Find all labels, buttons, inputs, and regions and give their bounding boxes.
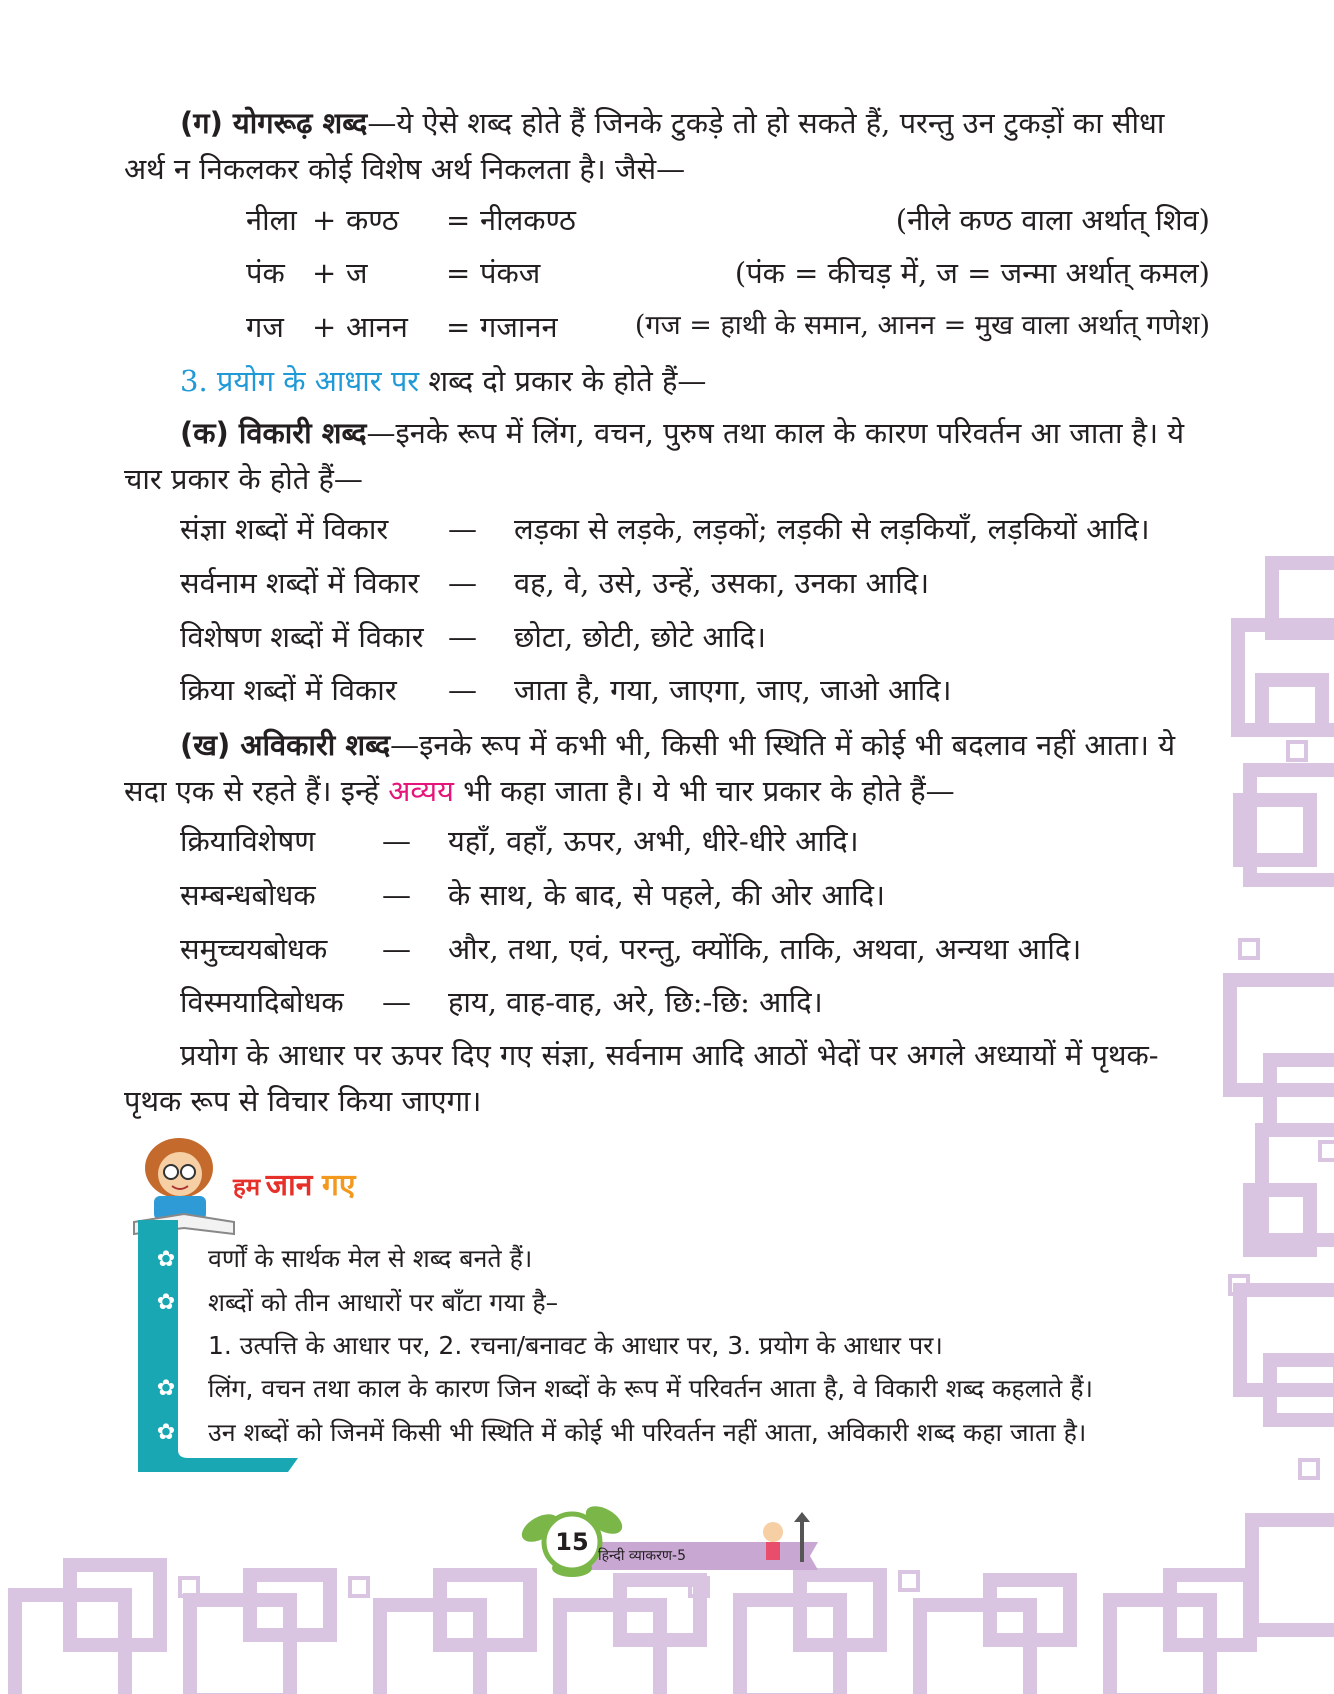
page-number: 15 bbox=[555, 1528, 589, 1556]
conclusion-paragraph bbox=[124, 1032, 1214, 1124]
prayog-line bbox=[180, 364, 706, 399]
list-item: लिंग, वचन तथा काल के कारण जिन शब्दों के रूप में परिवर्तन आता है, वे विकारी शब्द कहलाते हैं। bbox=[208, 1374, 1093, 1403]
list-item: शब्दों को तीन आधारों पर बाँटा गया है– bbox=[208, 1288, 559, 1317]
yogrudh-heading: (ग) योगरूढ़ शब्द bbox=[180, 106, 368, 140]
flower-bullet-icon: ✿ bbox=[156, 1247, 176, 1272]
flower-bullet-icon: ✿ bbox=[156, 1376, 176, 1401]
yogrudh-text-line2: अर्थ न निकलकर कोई विशेष अर्थ निकलता है। जैसे— bbox=[124, 152, 686, 186]
avikari-paragraph bbox=[124, 722, 1214, 814]
vikari-text-line1: —इनके रूप में लिंग, वचन, पुरुष तथा काल के कारण परिवर्तन आ जाता है। ये bbox=[366, 416, 1185, 450]
list-item: 1. उत्पत्ति के आधार पर, 2. रचना/बनावट के आधार पर, 3. प्रयोग के आधार पर। bbox=[208, 1331, 943, 1360]
yogrudh-paragraph bbox=[124, 100, 1214, 192]
conclusion-line1: प्रयोग के आधार पर ऊपर दिए गए संज्ञा, सर्वनाम आदि आठों भेदों पर अगले अध्यायों में पृथक- bbox=[180, 1038, 1159, 1072]
prayog-label: प्रयोग के आधार पर bbox=[216, 364, 420, 398]
conclusion-line2: पृथक रूप से विचार किया जाएगा। bbox=[124, 1084, 482, 1118]
avikari-text-line1: —इनके रूप में कभी भी, किसी भी स्थिति में कोई भी बदलाव नहीं आता। ये bbox=[390, 728, 1176, 762]
flower-bullet-icon: ✿ bbox=[156, 1290, 176, 1315]
section-number: 3. bbox=[180, 364, 208, 398]
list-item: वर्णों के सार्थक मेल से शब्द बनते हैं। bbox=[208, 1244, 533, 1273]
prayog-rest: शब्द दो प्रकार के होते हैं— bbox=[419, 364, 707, 398]
avyay-highlight: अव्यय bbox=[388, 774, 454, 808]
flower-bullet-icon: ✿ bbox=[156, 1420, 176, 1445]
avikari-heading: (ख) अविकारी शब्द bbox=[180, 728, 391, 762]
avikari-text-line2b: भी कहा जाता है। ये भी चार प्रकार के होते हैं— bbox=[453, 774, 955, 808]
avikari-text-line2a: सदा एक से रहते हैं। इन्हें bbox=[124, 774, 389, 808]
yogrudh-text-line1: —ये ऐसे शब्द होते हैं जिनके टुकड़े तो हो सकते हैं, परन्तु उन टुकड़ों का सीधा bbox=[367, 106, 1165, 140]
vikari-paragraph bbox=[124, 410, 1214, 502]
hum-jaan-gaye-logo: हम जान गए bbox=[233, 1168, 356, 1203]
book-title: हिन्दी व्याकरण-5 bbox=[598, 1548, 686, 1564]
vikari-text-line2: चार प्रकार के होते हैं— bbox=[124, 462, 363, 496]
list-item: उन शब्दों को जिनमें किसी भी स्थिति में कोई भी परिवर्तन नहीं आता, अविकारी शब्द कहा जाता है। bbox=[208, 1418, 1087, 1447]
vikari-heading: (क) विकारी शब्द bbox=[180, 416, 367, 450]
